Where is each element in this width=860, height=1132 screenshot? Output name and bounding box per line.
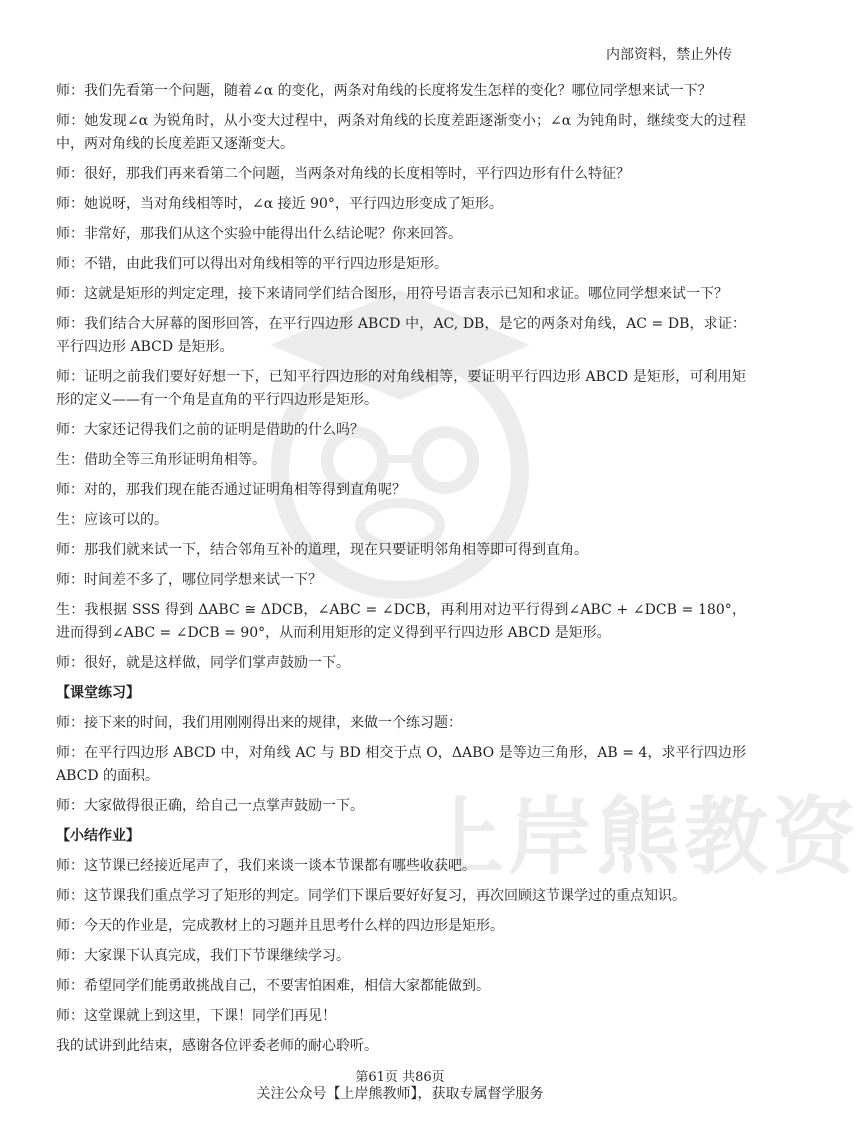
dialogue-line: 师：我们结合大屏幕的图形回答，在平行四边形 ABCD 中，AC, DB，是它的两条对角线，AC = DB，求证：平行四边形 ABCD 是矩形。: [56, 316, 746, 355]
dialogue-line: 我的试讲到此结束，感谢各位评委老师的耐心聆听。: [56, 1038, 378, 1054]
section-heading: 【小结作业】: [56, 828, 140, 844]
dialogue-line: 师：很好，就是这样做，同学们掌声鼓励一下。: [56, 655, 350, 671]
dialogue-line: 师：时间差不多了，哪位同学想来试一下？: [56, 572, 322, 588]
dialogue-line: 师：这节课我们重点学习了矩形的判定。同学们下课后要好好复习，再次回顾这节课学过的重点知识。: [56, 888, 686, 904]
section-heading: 【课堂练习】: [56, 685, 140, 701]
dialogue-line: 师：对的，那我们现在能否通过证明角相等得到直角呢？: [56, 482, 406, 498]
dialogue-line: 师：这就是矩形的判定定理，接下来请同学们结合图形，用符号语言表示已知和求证。哪位同学想来试一下？: [56, 286, 728, 302]
dialogue-line: 生：我根据 SSS 得到 ΔABC ≅ ΔDCB，∠ABC = ∠DCB，再利用对边平行得到∠ABC + ∠DCB = 180°，进而得到∠ABC = ∠DCB = 90°，从而利用矩形的定义得到平行四边形 ABCD 是矩形。: [56, 602, 746, 641]
dialogue-line: 师：不错，由此我们可以得出对角线相等的平行四边形是矩形。: [56, 256, 448, 272]
dialogue-line: 师：很好，那我们再来看第二个问题，当两条对角线的长度相等时，平行四边形有什么特征？: [56, 166, 630, 182]
header-note: 内部资料，禁止外传: [606, 47, 732, 63]
watermark-banner: 上岸熊教资: [420, 788, 860, 886]
dialogue-line: 师：大家做得很正确，给自己一点掌声鼓励一下。: [56, 798, 364, 814]
dialogue-line: 师：希望同学们能勇敢挑战自己，不要害怕困难，相信大家都能做到。: [56, 978, 490, 994]
dialogue-line: 师：大家还记得我们之前的证明是借助的什么吗？: [56, 422, 364, 438]
dialogue-line: 师：今天的作业是，完成教材上的习题并且思考什么样的四边形是矩形。: [56, 918, 504, 934]
dialogue-line: 生：应该可以的。: [56, 512, 168, 528]
footer-promo: 关注公众号【上岸熊教师】，获取专属督学服务: [256, 1086, 544, 1102]
dialogue-line: 师：我们先看第一个问题，随着∠α 的变化，两条对角线的长度将发生怎样的变化？哪位同学想来试一下？: [56, 83, 712, 99]
dialogue-line: 师：那我们就来试一下，结合邻角互补的道理，现在只要证明邻角相等即可得到直角。: [56, 542, 588, 558]
dialogue-line: 师：证明之前我们要好好想一下，已知平行四边形的对角线相等，要证明平行四边形 ABCD 是矩形，可利用矩形的定义——有一个角是直角的平行四边形是矩形。: [56, 369, 746, 408]
dialogue-line: 师：这节课已经接近尾声了，我们来谈一谈本节课都有哪些收获吧。: [56, 858, 476, 874]
dialogue-line: 师：接下来的时间，我们用刚刚得出来的规律，来做一个练习题：: [56, 715, 462, 731]
dialogue-line: 师：大家课下认真完成，我们下节课继续学习。: [56, 948, 350, 964]
dialogue-line: 师：这堂课就上到这里，下课！同学们再见！: [56, 1008, 336, 1024]
document-body: [56, 80, 746, 1065]
dialogue-line: 师：她发现∠α 为锐角时，从小变大过程中，两条对角线的长度差距逐渐变小；∠α 为钝角时，继续变大的过程中，两对角线的长度差距又逐渐变大。: [56, 113, 746, 152]
dialogue-line: 师：她说呀，当对角线相等时，∠α 接近 90°，平行四边形变成了矩形。: [56, 196, 503, 212]
dialogue-line: 师：非常好，那我们从这个实验中能得出什么结论呢？你来回答。: [56, 226, 462, 242]
dialogue-line: 生：借助全等三角形证明角相等。: [56, 452, 266, 468]
page-number: 第61页 共86页: [355, 1070, 445, 1085]
dialogue-line: 师：在平行四边形 ABCD 中，对角线 AC 与 BD 相交于点 O，ΔABO 是等边三角形，AB = 4，求平行四边形 ABCD 的面积。: [56, 745, 746, 784]
